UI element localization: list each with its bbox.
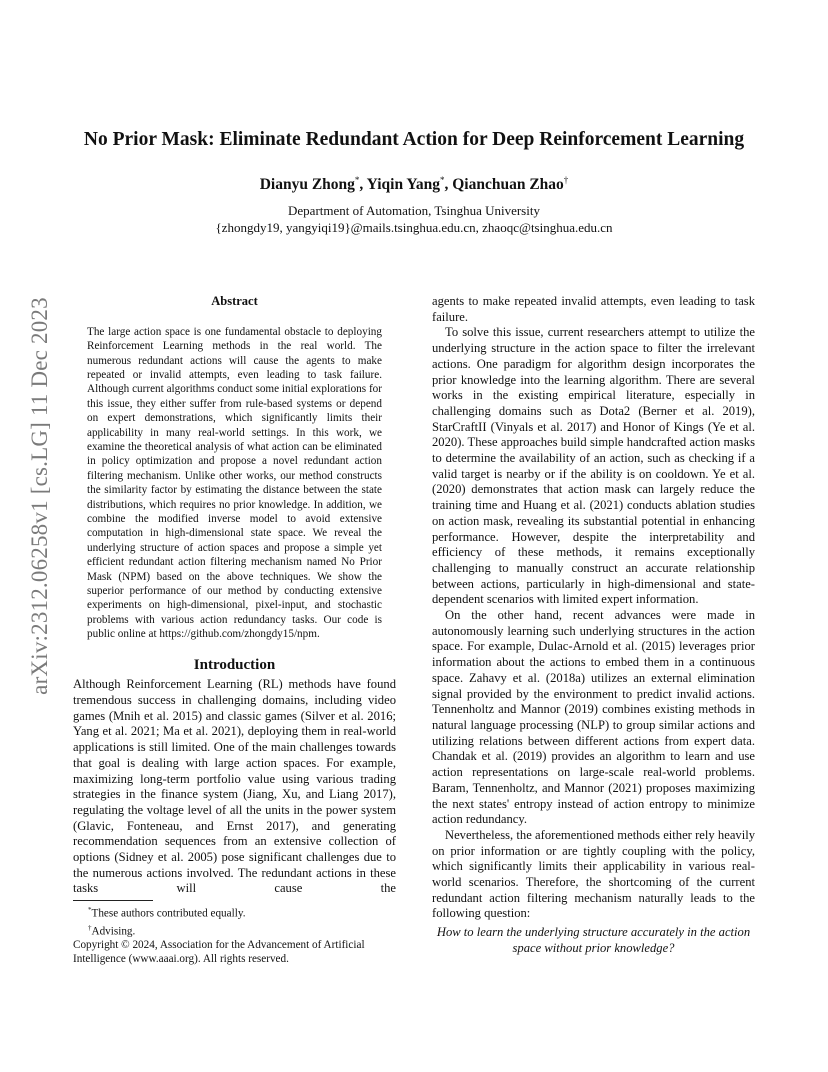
author-mark: * <box>354 175 360 185</box>
research-question: How to learn the underlying structure accurately in the action space without prior knowledge? <box>436 925 751 955</box>
author-name: Dianyu Zhong <box>259 176 355 194</box>
affiliation: Department of Automation, Tsinghua University <box>288 203 540 218</box>
intro-paragraph-2: To solve this issue, current researchers attempt to utilize the underlying structure in the action space to filter the irrelevant actions. One paradigm for algorithm design incorporates the prior knowledge into the learning algorithm. There are several works in the existing empirical literature, especially in challenging domains such as Dota2 (Berner et al. 2019), StarCraftII (Vinyals et al. 2017) and Honor of Kings (Ye et al. 2020). These approaches build simple handcrafted action masks to determine the availability of an action, such as checking if a valid target is nearby or if the ability is on cooldown. Ye et al. (2020) demonstrates that action mask can largely reduce the training time and Huang et al. (2021) conducts ablation studies on action mask, revealing its substantial potential in enhancing performance. However, despite the interpretability and efficiency of these methods, it remains exceptionally challenging to manually construct an accurate relationship between actions, particularly in high-dimensional and state-dependent scenarios with limited expert information. <box>432 325 755 607</box>
abstract-text: The large action space is one fundamental obstacle to deploying Reinforcement Learning methods in the real world. The numerous redundant actions will cause the agents to make repeated or invalid attempts, even leading to task failure. Although current algorithms conduct some initial explorations for this issue, they either suffer from rule-based systems or depend on expert demonstrations, which significantly limits their applicability in many real-world settings. In this work, we examine the theoretical analysis of what action can be eliminated in policy optimization and propose a novel redundant action filtering mechanism. Unlike other works, our method constructs the similarity factor by estimating the distance between the state distributions, which requires no prior knowledge. In addition, we combine the modified inverse model to avoid extensive computation in high-dimensional state space. We reveal the underlying structure of action spaces and propose a simple yet efficient redundant action filtering mechanism named No Prior Mask (NPM) based on the above techniques. We show the superior performance of our method by conducting extensive experiments on high-dimensional, pixel-input, and stochastic problems with various action redundancy tasks. Our code is public online at https://github.com/zhongdy15/npm. <box>87 325 382 641</box>
footnote-mark: * <box>88 906 92 914</box>
arxiv-identifier: arXiv:2312.06258v1 [cs.LG] 11 Dec 2023 <box>27 297 52 695</box>
author-list <box>70 175 758 194</box>
introduction-heading: Introduction <box>193 656 276 673</box>
footnote-text: These authors contributed equally. <box>91 907 246 920</box>
intro-paragraph-1: Although Reinforcement Learning (RL) methods have found tremendous success in challenging domains, including video games (Mnih et al. 2015) and classic games (Silver et al. 2016; Yang et al. 2021; Ma et al. 2021), deploying them in real-world applications is still limited. One of the main challenges towards that goal is dealing with large action spaces. For example, maximizing long-term portfolio value using various trading strategies in the finance system (Jiang, Xu, and Liang 2017), regulating the voltage level of all the units in the power system (Glavic, Fonteneau, and Ernst 2017), and generating recommendation sequences from an extensive collection of options (Sidney et al. 2005) pose significant challenges due to the numerous actions involved. The redundant actions in these tasks will cause the <box>73 677 396 896</box>
footnote-mark: † <box>88 923 92 932</box>
intro-paragraph-1-continued: agents to make repeated invalid attempts, even leading to task failure. <box>432 294 755 324</box>
abstract-heading: Abstract <box>211 294 258 308</box>
right-column <box>432 294 755 922</box>
footnote-text: Advising. <box>91 925 136 938</box>
paper-title: No Prior Mask: Eliminate Redundant Action for Deep Reinforcement Learning <box>83 129 745 150</box>
author-mark: † <box>563 175 569 185</box>
author-name: Yiqin Yang <box>366 176 440 194</box>
footnote-1 <box>73 903 396 921</box>
footnotes <box>73 900 396 966</box>
footnote-2 <box>73 921 396 939</box>
author-emails: {zhongdy19, yangyiqi19}@mails.tsinghua.edu.cn, zhaoqc@tsinghua.edu.cn <box>215 220 613 235</box>
intro-paragraph-3: On the other hand, recent advances were made in autonomously learning such underlying structures in the action space. For example, Dulac-Arnold et al. (2015) leverages prior information about the actions to embed them in a continuous space. Zahavy et al. (2018a) utilizes an external elimination signal provided by the environment to predict invalid actions. Tennenholtz and Mannor (2019) combines existing methods in natural language processing (NLP) to group similar actions and utilizing relations between different actions from expert data. Chandak et al. (2019) provides an algorithm to learn and use action representations on large-scale real-world problems. Baram, Tennenholtz, and Mannor (2021) proposes maximizing the next states' entropy instead of action entropy to minimize action redundancy. <box>432 608 755 827</box>
author-separator: , <box>444 176 453 194</box>
arxiv-sidebar <box>22 286 58 706</box>
copyright-notice: Copyright © 2024, Association for the Advancement of Artificial Intelligence (www.aaai.org). All rights reserved. <box>73 939 365 966</box>
left-column <box>73 294 396 897</box>
footnote-rule <box>73 900 153 901</box>
author-name: Qianchuan Zhao <box>452 176 564 194</box>
intro-paragraph-4: Nevertheless, the aforementioned methods either rely heavily on prior information or are tightly coupling with the policy, which significantly limits their applicability in various real-world scenarios. Therefore, the shortcoming of the current redundant action filtering mechanism naturally leads to the following question: <box>432 827 755 921</box>
author-separator: , <box>359 176 367 194</box>
affiliation-block <box>70 202 758 236</box>
author-mark: * <box>439 175 445 185</box>
